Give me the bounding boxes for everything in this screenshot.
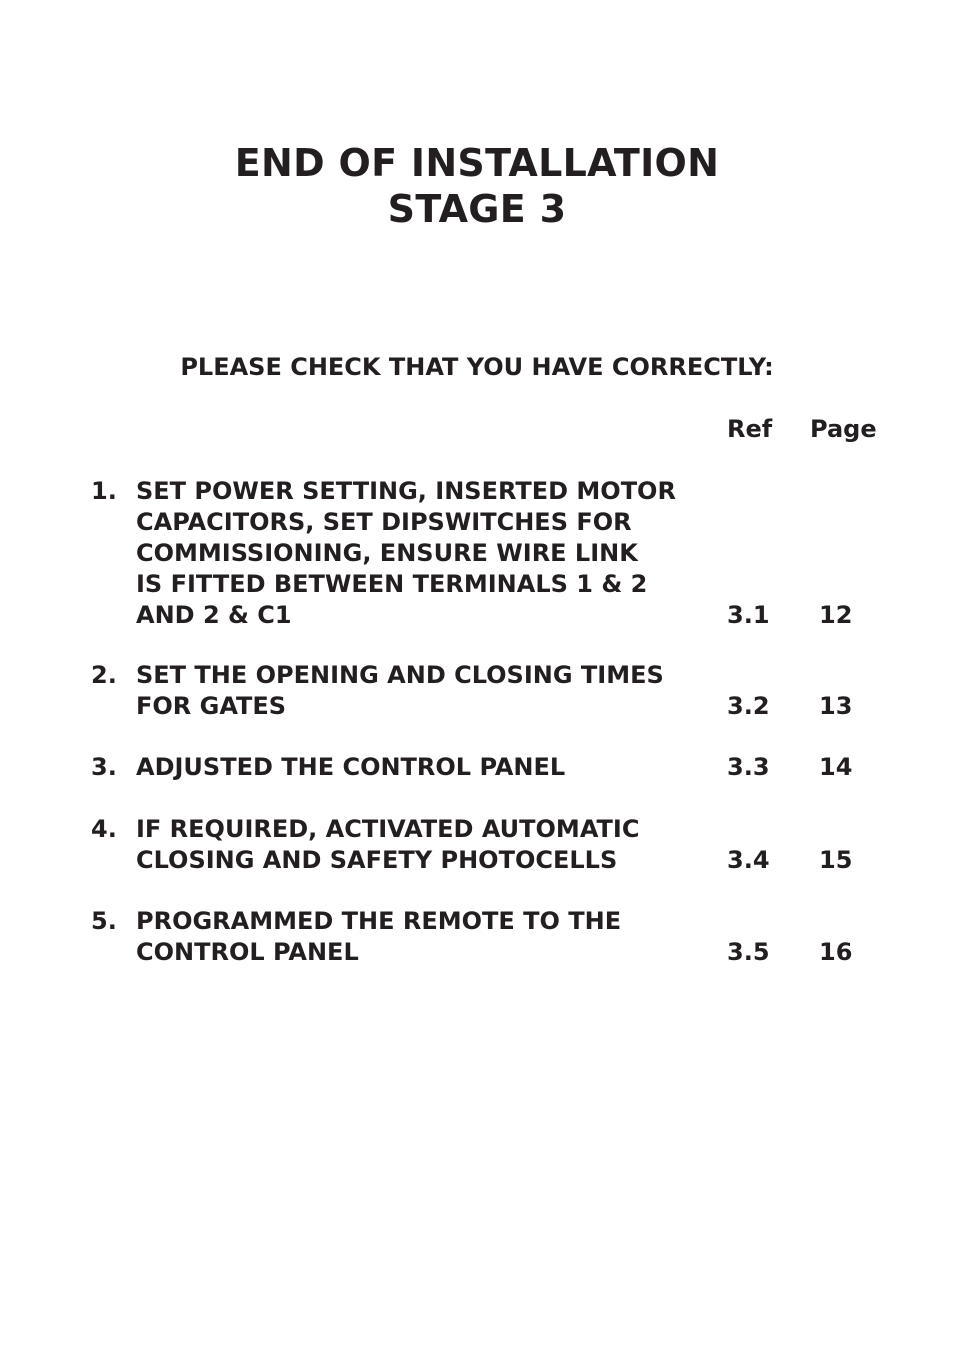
item-ref: 3.5	[727, 938, 770, 966]
item-text: PROGRAMMED THE REMOTE TO THE CONTROL PANEL	[136, 907, 622, 966]
item-number: 4.	[91, 815, 117, 843]
item-text: IF REQUIRED, ACTIVATED AUTOMATIC CLOSING AND SAFETY PHOTOCELLS	[136, 815, 640, 874]
item-text: SET THE OPENING AND CLOSING TIMES FOR GATES	[136, 661, 664, 720]
item-page: 13	[819, 692, 853, 720]
item-page: 12	[819, 601, 853, 629]
checklist-item-4	[0, 814, 954, 876]
ref-column-header: Ref	[727, 415, 773, 443]
item-page: 14	[819, 753, 853, 781]
item-ref: 3.4	[727, 846, 770, 874]
checklist-item-3	[0, 752, 954, 783]
checklist-item-2	[0, 660, 954, 722]
page-title-line2: STAGE 3	[387, 187, 567, 231]
item-number: 1.	[91, 477, 117, 505]
check-heading: PLEASE CHECK THAT YOU HAVE CORRECTLY:	[180, 353, 774, 381]
item-page: 15	[819, 846, 853, 874]
item-number: 2.	[91, 661, 117, 689]
item-ref: 3.2	[727, 692, 770, 720]
page-title-line1: END OF INSTALLATION	[234, 141, 720, 185]
item-text: ADJUSTED THE CONTROL PANEL	[136, 753, 566, 781]
page-column-header: Page	[810, 415, 877, 443]
item-ref: 3.3	[727, 753, 770, 781]
item-ref: 3.1	[727, 601, 770, 629]
item-page: 16	[819, 938, 853, 966]
checklist-item-5	[0, 906, 954, 968]
item-number: 3.	[91, 753, 117, 781]
item-number: 5.	[91, 907, 117, 935]
checklist-item-1	[0, 476, 954, 631]
item-text: SET POWER SETTING, INSERTED MOTOR CAPACITORS, SET DIPSWITCHES FOR COMMISSIONING, ENSURE WIRE LINK IS FITTED BETWEEN TERMINALS 1 & 2 AND 2 & C1	[136, 477, 676, 629]
